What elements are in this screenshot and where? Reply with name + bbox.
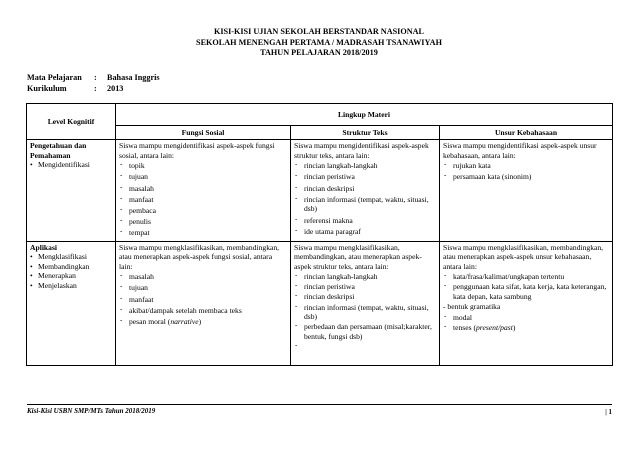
level-list [30, 252, 112, 290]
struktur-list [294, 161, 436, 236]
fungsi-cell [116, 140, 291, 242]
list-item: - rincian deskripsi [294, 292, 436, 302]
list-item: • Membandingkan [30, 262, 112, 272]
grammar-label: - bentuk gramatika [443, 302, 501, 312]
curriculum-label: Kurikulum [27, 83, 67, 93]
list-item: - modal [443, 313, 609, 323]
unsur-cell [440, 140, 613, 242]
header-line-3: TAHUN PELAJARAN 2018/2019 [260, 48, 378, 57]
table-row [27, 140, 613, 242]
list-item: - kata/frasa/kalimat/ungkapan tertentu [443, 272, 609, 282]
page-number: | 1 [605, 408, 612, 416]
list-item: - akibat/dampak setelah membaca teks [119, 306, 287, 316]
list-item: - rincian deskripsi [294, 184, 436, 194]
list-item: - tujuan [119, 172, 287, 182]
list-item: - rincian informasi (tempat, waktu, situasi, dsb) [294, 303, 436, 322]
list-item: - masalah [119, 272, 287, 282]
kisi-kisi-table [26, 103, 613, 366]
list-item: • Mengidentifikasi [30, 160, 112, 170]
header-line-1: KISI-KISI UJIAN SEKOLAH BERSTANDAR NASIONAL [213, 27, 425, 36]
fungsi-list [119, 161, 287, 238]
list-item [443, 323, 609, 333]
list-item: - referensi makna [294, 216, 436, 226]
list-item: - rincian peristiwa [294, 282, 436, 292]
list-item: • Menjelaskan [30, 281, 112, 291]
level-title: Pengetahuan dan Pemahaman [30, 141, 87, 160]
document-meta [27, 73, 160, 94]
table-row [27, 241, 613, 365]
list-item: - penggunaan kata sifat, kata kerja, kata keterangan, kata depan, kata sambung [443, 282, 609, 301]
struktur-intro: Siswa mampu mengklasifikasikan, membandingkan, atau menerapkan aspek-aspek struktur teks, antara lain: [294, 242, 422, 271]
unsur-kebahasaan-header: Unsur Kebahasaan [440, 125, 613, 139]
struktur-intro: Siswa mampu mengidentifikasi aspek-aspek struktur teks, antara lain: [294, 141, 429, 160]
list-item: - perbedaan dan persamaan (misal;karakter, bentuk, fungsi dsb) [294, 322, 436, 341]
unsur-intro: Siswa mampu mengidentifikasi aspek-aspek unsur kebahasaan, antara lain: [443, 141, 597, 160]
level-list [30, 160, 112, 170]
subject-colon: : [94, 73, 97, 82]
fungsi-intro: Siswa mampu mengklasifikasikan, membandingkan, atau menerapkan aspek-aspek fungsi sosial, antara lain: [119, 242, 280, 271]
list-item: - pembaca [119, 206, 287, 216]
item-text: pesan moral ( [129, 317, 171, 327]
list-item: - masalah [119, 184, 287, 194]
level-kognitif-header: Level Kognitif [27, 104, 116, 140]
list-item: - rincian peristiwa [294, 172, 436, 182]
document-header [0, 27, 638, 59]
list-item: - rincian informasi (tempat, waktu, situasi, dsb) [294, 195, 436, 214]
list-item: - rujukan kata [443, 161, 609, 171]
level-cell [27, 241, 116, 365]
subject-value: Bahasa Inggris [107, 73, 160, 82]
list-item: - tempat [119, 228, 287, 238]
item-italic: present/past [476, 322, 513, 332]
unsur-list [443, 161, 609, 182]
struktur-cell [291, 241, 440, 365]
level-cell [27, 140, 116, 242]
item-text: ) [512, 322, 516, 332]
curriculum-value: 2013 [107, 83, 124, 93]
list-item: • Menerapkan [30, 271, 112, 281]
header-line-2: SEKOLAH MENENGAH PERTAMA / MADRASAH TSANAWIYAH [196, 37, 442, 47]
lingkup-materi-header: Lingkup Materi [116, 104, 613, 126]
footer-text: Kisi-Kisi USBN SMP/MTs Tahun 2018/2019 [27, 407, 156, 415]
level-title: Aplikasi [30, 242, 58, 252]
item-italic: narrative [170, 317, 199, 327]
list-item: - topik [119, 161, 287, 171]
list-item: - persamaan kata (sinonim) [443, 172, 609, 182]
struktur-list [294, 272, 436, 341]
list-item: • Mengklasifikasi [30, 252, 112, 262]
fungsi-intro: Siswa mampu mengidentifikasi aspek-aspek fungsi sosial, antara lain: [119, 141, 275, 160]
list-item: - manfaat [119, 295, 287, 305]
table-header-row [27, 104, 613, 126]
meta-curriculum-row [27, 84, 160, 95]
unsur-cell [440, 241, 613, 365]
list-item [119, 317, 287, 327]
unsur-intro: Siswa mampu mengklasifikasikan, membandingkan, atau menerapkan aspek-aspek unsur kebahasaan, antara lain: [443, 242, 604, 271]
struktur-cell [291, 140, 440, 242]
list-item: - penulis [119, 217, 287, 227]
unsur-list [443, 272, 609, 301]
struktur-teks-header: Struktur Teks [291, 125, 440, 139]
fungsi-list [119, 272, 287, 326]
item-text: tenses ( [453, 322, 476, 332]
fungsi-cell [116, 241, 291, 365]
fungsi-sosial-header: Fungsi Sosial [116, 125, 291, 139]
list-item: - manfaat [119, 195, 287, 205]
curriculum-colon: : [94, 83, 97, 93]
list-item: - rincian langkah-langkah [294, 272, 436, 282]
meta-subject-row [27, 73, 160, 84]
page-footer [27, 404, 612, 415]
subject-label: Mata Pelajaran [27, 73, 82, 82]
list-item: - ide utama paragraf [294, 227, 436, 237]
list-item: - rincian langkah-langkah [294, 161, 436, 171]
item-text: ) [198, 317, 202, 327]
grammar-list [443, 313, 609, 333]
list-item: - tujuan [119, 283, 287, 293]
